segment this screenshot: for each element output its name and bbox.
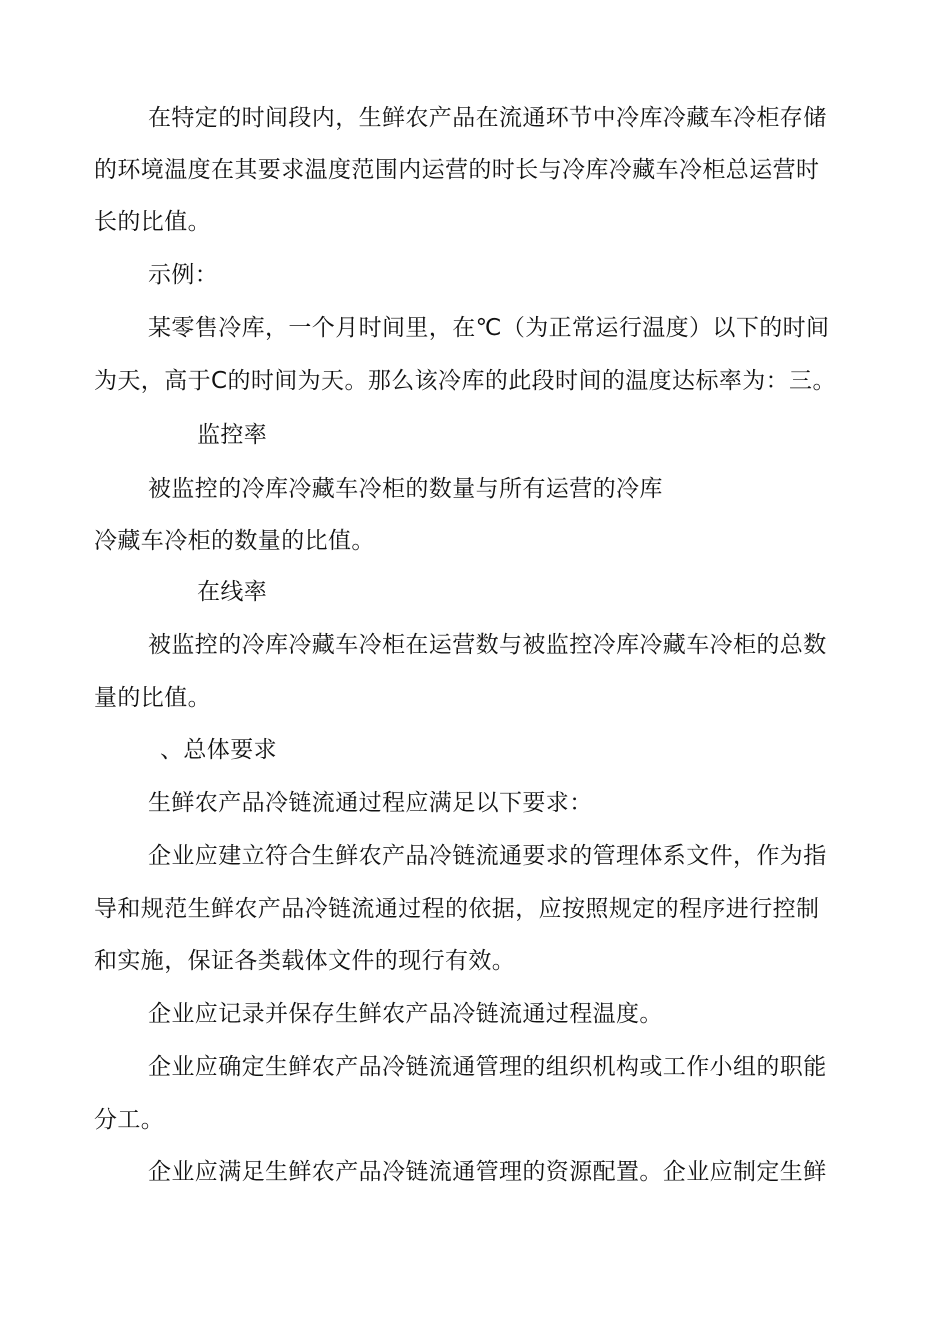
section-heading: 监控率 — [197, 422, 268, 448]
paragraph-line: 企业应确定生鲜农产品冷链流通管理的组织机构或工作小组的职能 — [148, 1054, 827, 1080]
paragraph-line: 为天，高于C的时间为天。那么该冷库的此段时间的温度达标率为：三。 — [94, 368, 836, 394]
paragraph-line: 企业应记录并保存生鲜农产品冷链流通过程温度。 — [148, 1001, 663, 1027]
paragraph-line: 分工。 — [94, 1107, 165, 1133]
paragraph-line: 生鲜农产品冷链流通过程应满足以下要求： — [148, 790, 593, 816]
paragraph-line: 和实施，保证各类载体文件的现行有效。 — [94, 948, 516, 974]
paragraph-line: 被监控的冷库冷藏车冷柜的数量与所有运营的冷库 — [148, 476, 663, 502]
paragraph-line: 在特定的时间段内，生鲜农产品在流通环节中冷库冷藏车冷柜存储 — [148, 105, 827, 131]
paragraph-line: 长的比值。 — [94, 209, 211, 235]
paragraph-line: 某零售冷库，一个月时间里，在℃（为正常运行温度）以下的时间 — [148, 315, 830, 341]
paragraph-line: 示例： — [148, 262, 219, 288]
paragraph-line: 的环境温度在其要求温度范围内运营的时长与冷库冷藏车冷柜总运营时 — [94, 157, 820, 183]
paragraph-line: 被监控的冷库冷藏车冷柜在运营数与被监控冷库冷藏车冷柜的总数 — [148, 632, 827, 658]
paragraph-line: 量的比值。 — [94, 685, 211, 711]
section-heading: 、总体要求 — [160, 737, 277, 763]
paragraph-line: 导和规范生鲜农产品冷链流通过程的依据，应按照规定的程序进行控制 — [94, 896, 820, 922]
section-heading: 在线率 — [197, 579, 268, 605]
paragraph-line: 企业应满足生鲜农产品冷链流通管理的资源配置。企业应制定生鲜 — [148, 1159, 827, 1185]
paragraph-line: 冷藏车冷柜的数量的比值。 — [94, 528, 375, 554]
paragraph-line: 企业应建立符合生鲜农产品冷链流通要求的管理体系文件，作为指 — [148, 843, 827, 869]
